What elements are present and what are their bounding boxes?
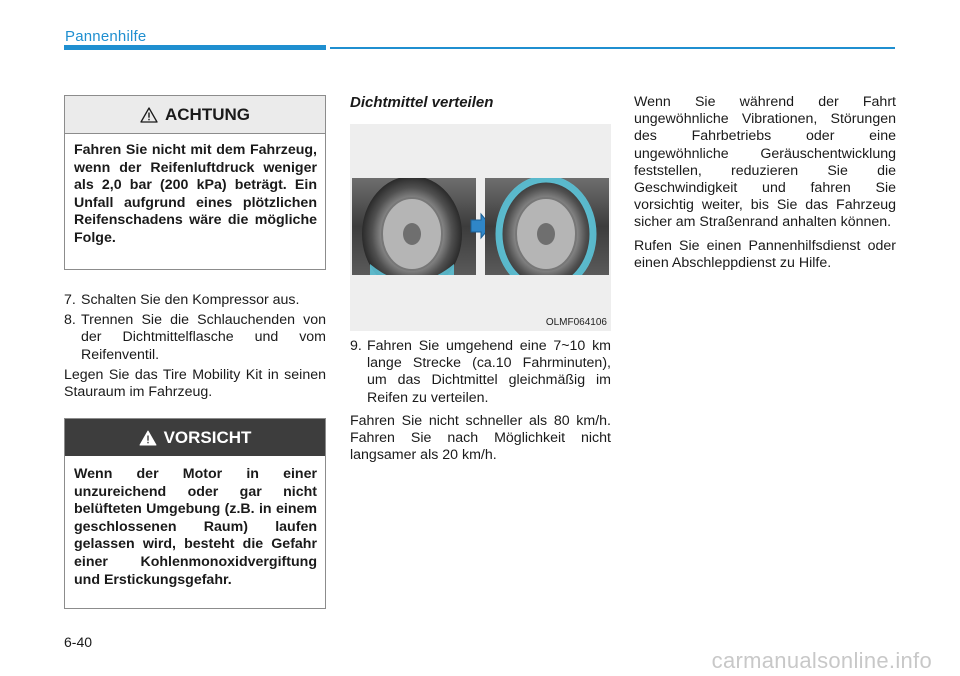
step-9-text: Fahren Sie umgehend eine 7~10 km lange Strecke (ca.10 Fahrminuten), um das Dichtmittel gleichmäßig im Reifen zu verteilen.	[367, 338, 611, 406]
step-9	[350, 338, 611, 407]
vorsicht-header	[65, 419, 325, 456]
figure	[350, 124, 611, 331]
left-paragraph: Legen Sie das Tire Mobility Kit in seinen Stauraum im Fahrzeug.	[64, 366, 326, 401]
warning-triangle-icon	[140, 107, 158, 123]
right-paragraph-2: Rufen Sie einen Pannenhilfsdienst oder einen Abschleppdienst zu Hilfe.	[634, 237, 896, 271]
achtung-box	[64, 95, 326, 270]
header-rule-thick	[64, 45, 326, 50]
right-text	[634, 94, 896, 278]
step-8-number: 8.	[64, 312, 76, 329]
subheading: Dichtmittel verteilen	[350, 94, 494, 111]
section-title: Pannenhilfe	[65, 28, 147, 45]
warning-triangle-icon	[139, 430, 157, 446]
tire-illustration	[350, 124, 611, 331]
vorsicht-box	[64, 418, 326, 609]
page-number: 6-40	[64, 634, 93, 650]
header-rule-thin	[330, 47, 895, 49]
achtung-body: Fahren Sie nicht mit dem Fahrzeug, wenn der Reifenluftdruck weniger als 2,0 bar (200 kPa) beträgt. Ein Unfall aufgrund eines plötzlichen Reifenschadens wäre die mögliche Folge.	[74, 142, 317, 246]
achtung-title: ACHTUNG	[165, 104, 250, 124]
watermark: carmanualsonline.info	[711, 648, 932, 673]
step-7	[64, 292, 326, 309]
figure-code: OLMF064106	[545, 317, 607, 328]
left-steps	[64, 292, 326, 407]
step-9-number: 9.	[350, 338, 362, 354]
step-7-text: Schalten Sie den Kompressor aus.	[81, 292, 300, 308]
vorsicht-body: Wenn der Motor in einer unzureichend oder gar nicht belüfteten Umgebung (z.B. in einem geschlossenen Raum) laufen gelassen wird, besteht die Gefahr einer Kohlenmonoxidvergiftung und Erstickungsgefahr.	[74, 466, 317, 588]
vorsicht-title: VORSICHT	[163, 427, 252, 447]
right-paragraph-1: Wenn Sie während der Fahrt ungewöhnliche Vibrationen, Störungen des Fahrbetriebs oder eine ungewöhnliche Geräuschentwicklung feststellen, reduzieren Sie die Geschwindigkeit und fahren Sie vorsichtig weiter, bis Sie das Fahrzeug sicher am Straßenrand anhalten können.	[634, 94, 896, 231]
step-7-number: 7.	[64, 292, 76, 308]
middle-paragraph: Fahren Sie nicht schneller als 80 km/h. Fahren Sie nach Möglichkeit nicht langsamer als 20 km/h.	[350, 412, 611, 464]
step-8-text: Trennen Sie die Schlauchenden von der Dichtmittelflasche und vom Reifenventil.	[81, 312, 326, 363]
achtung-header	[65, 96, 325, 134]
step-8	[64, 312, 326, 364]
middle-text	[350, 338, 611, 470]
